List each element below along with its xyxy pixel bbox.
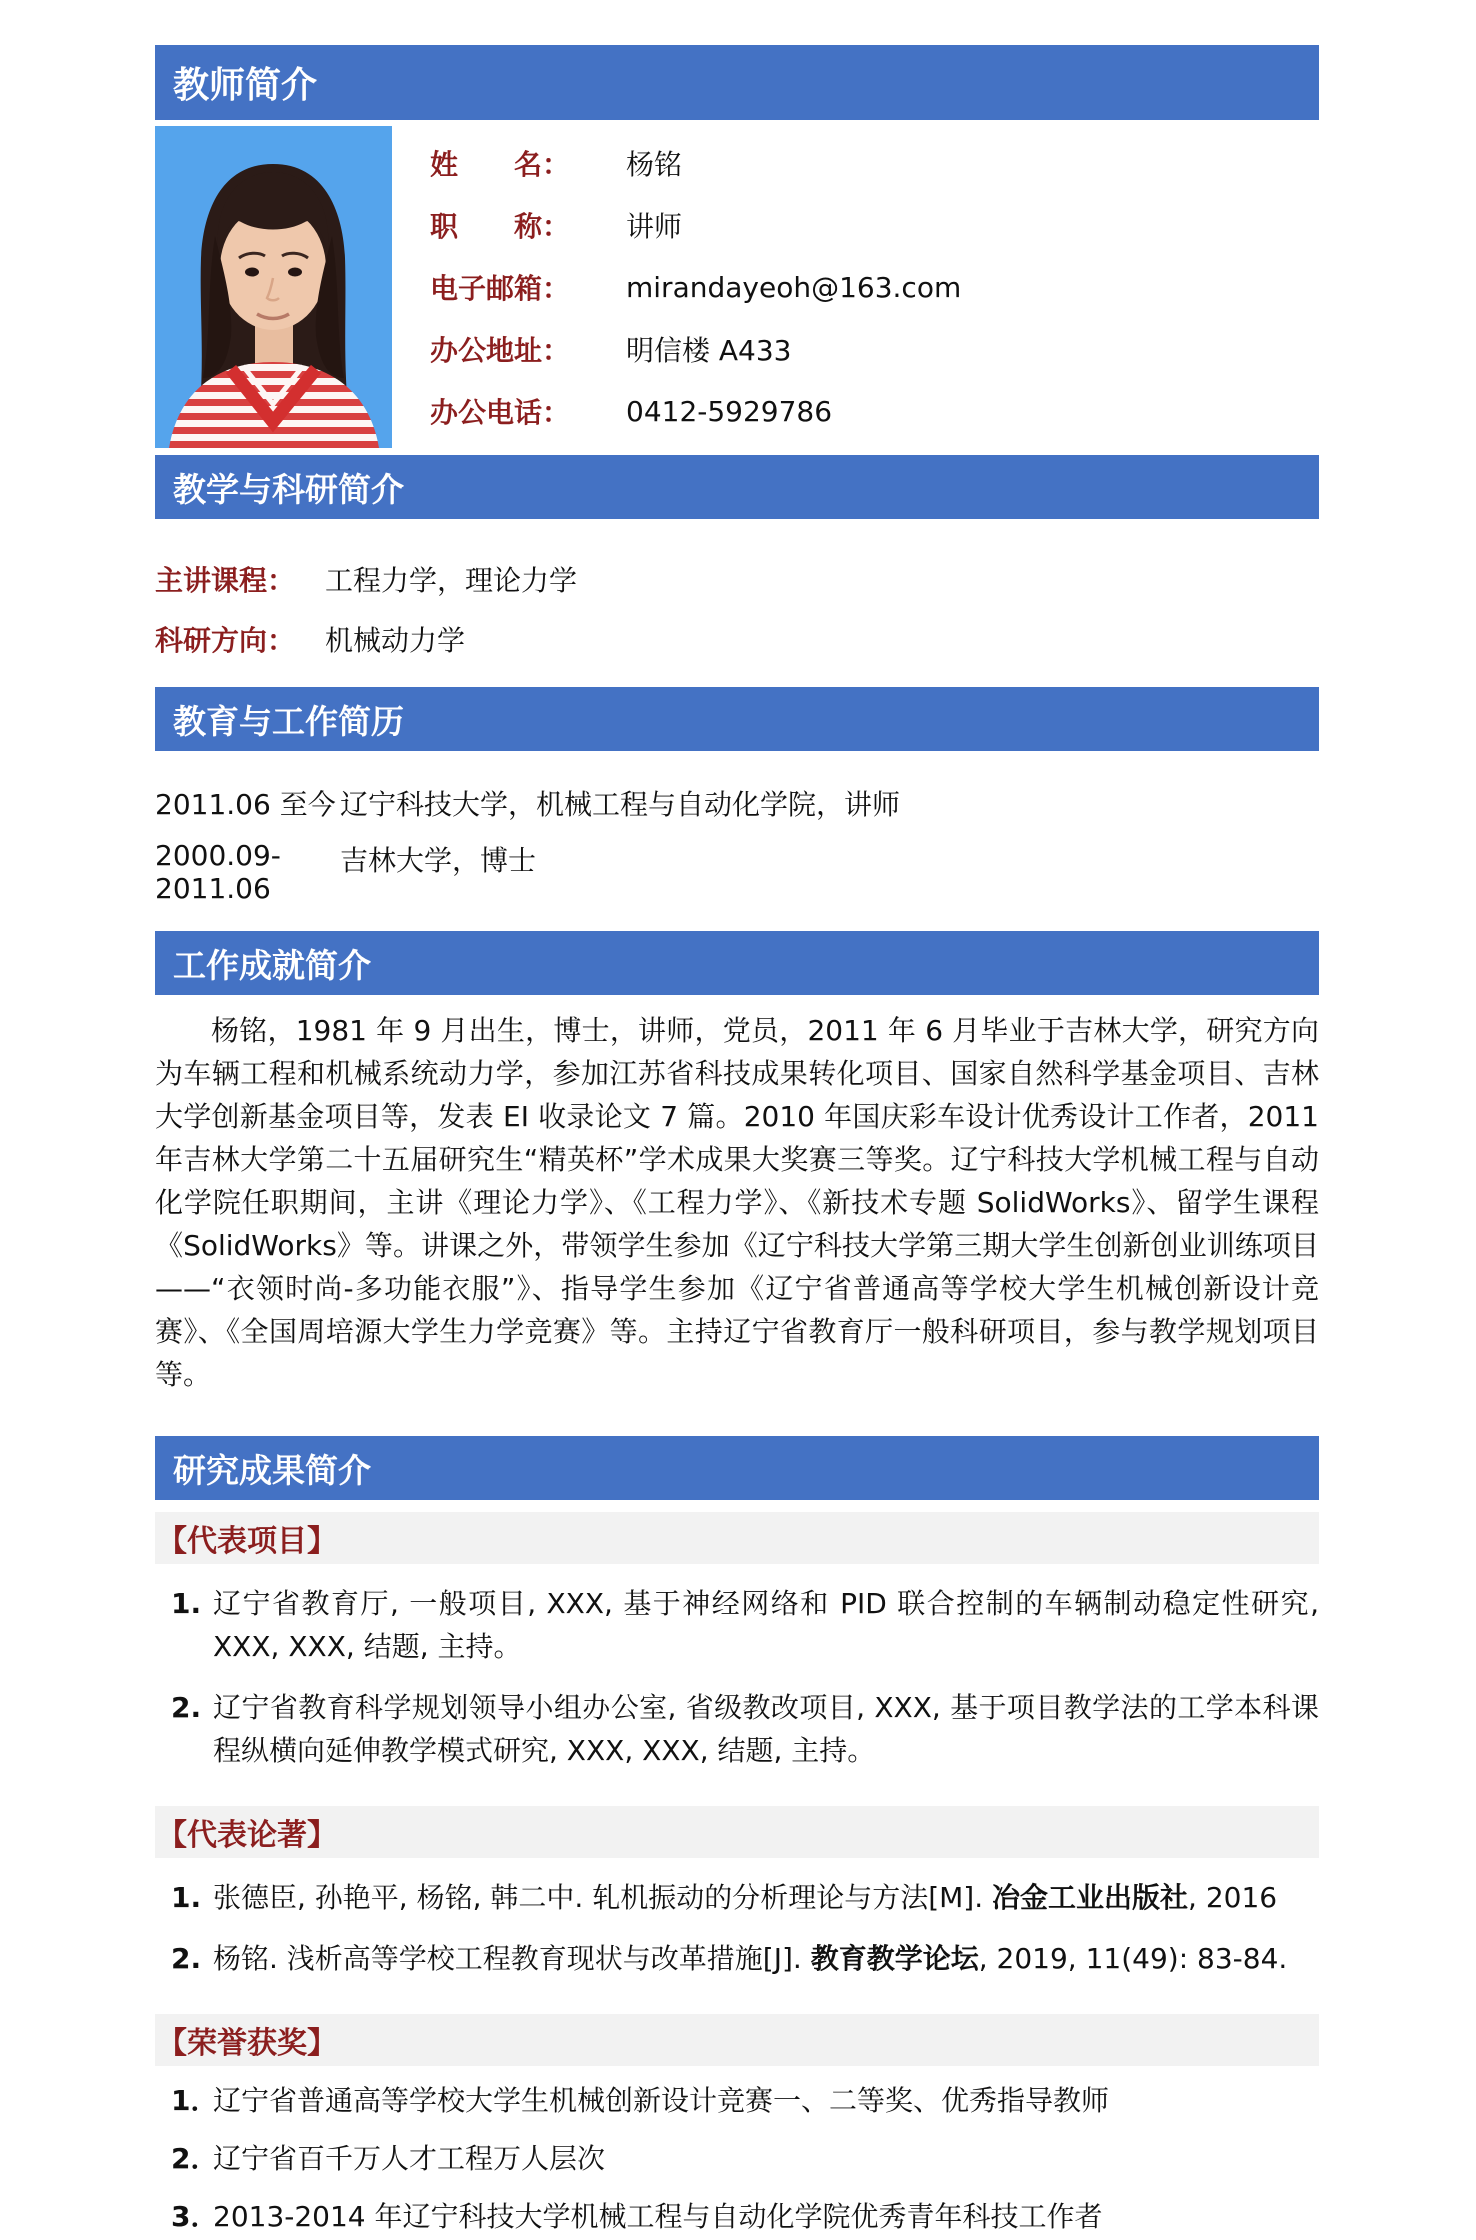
section-header-teacher-intro	[155, 45, 1319, 120]
field-office-phone-value: 0412-5929786	[626, 394, 833, 428]
publication-publisher: 冶金工业出版社	[992, 1881, 1189, 1914]
award-item	[155, 2194, 1319, 2240]
field-title-value: 讲师	[626, 210, 683, 243]
field-name	[430, 143, 1319, 183]
education-detail: 辽宁科技大学，机械工程与自动化学院，讲师	[340, 788, 901, 821]
award-item-number: 1．	[171, 2084, 219, 2117]
field-office-address-label: 办公地址：	[430, 334, 571, 367]
subsection-awards	[155, 2014, 1319, 2066]
project-item-text: 辽宁省教育厅, 一般项目, XXX, 基于神经网络和 PID 联合控制的车辆制动稳定性研究, XXX, XXX, 结题, 主持。	[213, 1587, 1319, 1663]
education-row	[155, 839, 1319, 905]
subsection-publications-heading: 【代表论著】	[157, 1818, 337, 1853]
publication-item-number: 1.	[171, 1881, 202, 1914]
basic-info-table	[430, 126, 1319, 448]
education-history-block	[155, 751, 1319, 931]
award-item-number: 2．	[171, 2142, 219, 2175]
section-header-education-history	[155, 687, 1319, 751]
teacher-profile-document	[155, 45, 1319, 2240]
subsection-awards-heading: 【荣誉获奖】	[157, 2026, 337, 2061]
page-title: 教师简介	[173, 65, 318, 106]
education-detail: 吉林大学，博士	[340, 844, 537, 877]
section-title-education-history: 教育与工作简历	[173, 701, 404, 741]
section-title-work-achievements: 工作成就简介	[173, 945, 371, 985]
field-name-value: 杨铭	[626, 148, 683, 181]
field-name-label: 姓 名：	[430, 148, 571, 181]
publication-item-text: 张德臣, 孙艳平, 杨铭, 韩二中. 轧机振动的分析理论与方法[M].	[213, 1881, 993, 1914]
award-item-number: 3．	[171, 2200, 219, 2233]
profile-block	[155, 126, 1319, 448]
field-office-phone-label: 办公电话：	[430, 396, 571, 429]
courses-value: 工程力学，理论力学	[325, 564, 578, 597]
section-header-teaching-research	[155, 455, 1319, 519]
teaching-research-block	[155, 519, 1319, 687]
project-item-number: 2.	[171, 1691, 202, 1724]
award-item-text: 辽宁省百千万人才工程万人层次	[213, 2142, 606, 2175]
subsection-projects-heading: 【代表项目】	[157, 1524, 337, 1559]
project-item-text: 辽宁省教育科学规划领导小组办公室, 省级教改项目, XXX, 基于项目教学法的工学本科课程纵横向延伸教学模式研究, XXX, XXX, 结题, 主持。	[213, 1691, 1319, 1767]
publication-item-suffix: , 2016	[1188, 1881, 1278, 1914]
field-title-label: 职 称：	[430, 210, 571, 243]
section-header-work-achievements	[155, 931, 1319, 995]
field-email-label: 电子邮箱：	[430, 272, 571, 305]
publication-item-suffix: , 2019, 11(49): 83-84.	[978, 1942, 1288, 1975]
award-item-text: 2013-2014 年辽宁科技大学机械工程与自动化学院优秀青年科技工作者	[213, 2200, 1103, 2233]
section-header-research-results	[155, 1436, 1319, 1500]
publication-item	[155, 1937, 1319, 1980]
education-period: 2011.06 至今	[155, 788, 336, 821]
education-row	[155, 783, 1319, 823]
publication-item	[155, 1876, 1319, 1919]
award-item	[155, 2078, 1319, 2124]
research-direction-row	[155, 619, 1319, 659]
field-email-value: mirandayeoh@163.com	[626, 270, 962, 304]
subsection-projects	[155, 1512, 1319, 1564]
publication-item-text: 杨铭. 浅析高等学校工程教育现状与改革措施[J].	[213, 1942, 811, 1975]
teacher-photo-image	[155, 126, 392, 448]
work-achievements-paragraph: 杨铭，1981 年 9 月出生，博士，讲师，党员，2011 年 6 月毕业于吉林大学，研究方向为车辆工程和机械系统动力学，参加江苏省科技成果转化项目、国家自然科学基金项目、吉林大学创新基金项目等，发表 EI 收录论文 7 篇。2010 年国庆彩车设计优秀设计工作者，2011 年吉林大学第二十五届研究生“精英杯”学术成果大奖赛三等奖。辽宁科技大学机械工程与自动化学院任职期间，主讲《理论力学》、《工程力学》、《新技术专题 SolidWorks》、留学生课程《SolidWorks》等。讲课之外，带领学生参加《辽宁科技大学第三期大学生创新创业训练项目——“衣领时尚-多功能衣服”》、指导学生参加《辽宁省普通高等学校大学生机械创新设计竞赛》、《全国周培源大学生力学竞赛》等。主持辽宁省教育厅一般科研项目，参与教学规划项目等。	[155, 1014, 1319, 1391]
award-item	[155, 2136, 1319, 2182]
field-email	[430, 267, 1319, 307]
project-item-number: 1.	[171, 1587, 202, 1620]
publication-item-number: 2.	[171, 1942, 202, 1975]
field-office-phone	[430, 391, 1319, 431]
field-office-address	[430, 329, 1319, 369]
research-direction-value: 机械动力学	[325, 624, 466, 657]
courses-row	[155, 559, 1319, 599]
project-item	[155, 1686, 1319, 1772]
project-item	[155, 1582, 1319, 1668]
research-direction-label: 科研方向：	[155, 624, 296, 657]
field-office-address-value: 明信楼 A433	[626, 334, 792, 367]
award-item-text: 辽宁省普通高等学校大学生机械创新设计竞赛一、二等奖、优秀指导教师	[213, 2084, 1110, 2117]
courses-label: 主讲课程：	[155, 564, 296, 597]
section-title-teaching-research: 教学与科研简介	[173, 469, 404, 509]
section-title-research-results: 研究成果简介	[173, 1450, 371, 1490]
field-title	[430, 205, 1319, 245]
publication-journal: 教育教学论坛	[810, 1942, 979, 1975]
subsection-publications	[155, 1806, 1319, 1858]
teacher-photo	[155, 126, 392, 448]
education-period: 2000.09-2011.06	[155, 839, 281, 905]
